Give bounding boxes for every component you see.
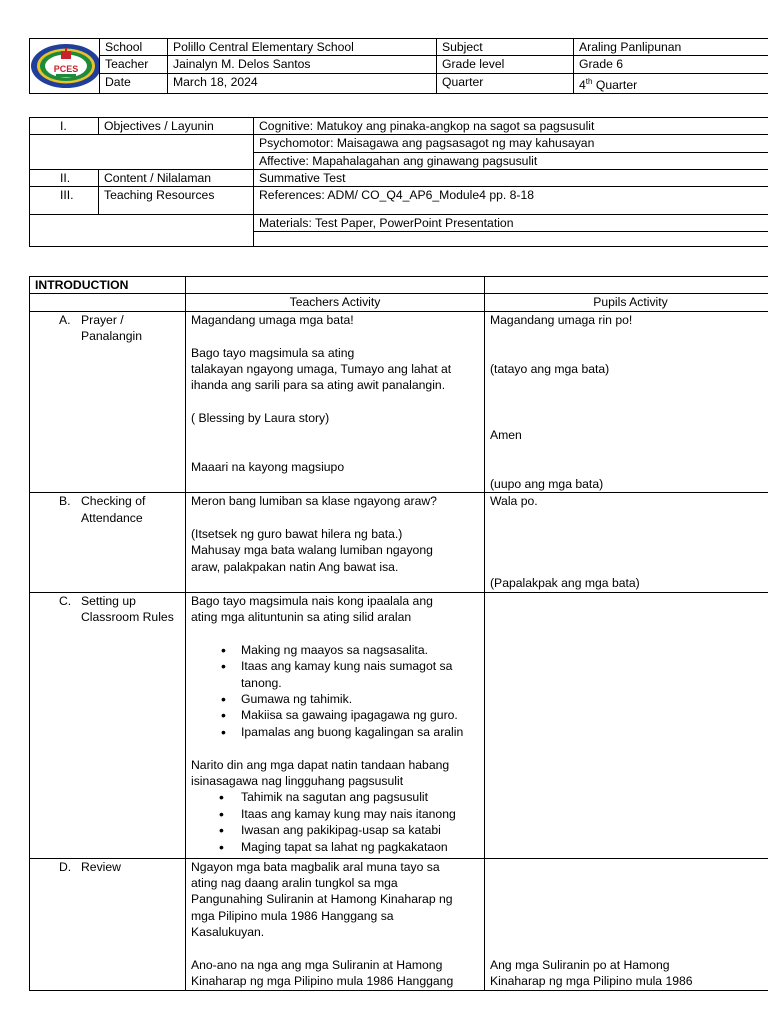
lesson-table <box>29 276 768 991</box>
part-b-teacher <box>186 493 485 592</box>
school-logo <box>30 43 100 89</box>
part-a-label <box>30 311 186 492</box>
references-value: References: ADM/ CO_Q4_AP6_Module4 pp. 8-18 <box>254 187 768 215</box>
pupils-activity-header: Pupils Activity <box>485 294 768 311</box>
part-d-title: Review <box>81 859 121 874</box>
cognitive-objective: Cognitive: Matukoy ang pinaka-angkop na sagot sa pagsusulit <box>254 118 768 135</box>
header-table <box>29 38 768 94</box>
part-c-title: Setting up Classroom Rules <box>81 593 174 624</box>
teacher-value: Jainalyn M. Delos Santos <box>168 56 437 73</box>
psychomotor-objective: Psychomotor: Maisagawa ang pagsasagot ng may kahusayan <box>254 135 768 152</box>
list-item: • Tahimik na sagutan ang pagsusulit <box>191 789 479 805</box>
rules-intro: Bago tayo magsimula nais kong ipaalala ang ating mga alituntunin sa ating silid aralan <box>191 593 433 624</box>
pupils-review-answer: Ang mga Suliranin po at Hamong Kinaharap ng mga Pilipino mula 1986 <box>490 957 693 989</box>
quarter-suffix: th <box>585 76 593 86</box>
pupils-greeting: Magandang umaga rin po! <box>490 312 633 327</box>
part-a-letter: A. <box>59 312 71 327</box>
school-logo-cell <box>30 39 100 94</box>
objectives-number: I. <box>30 118 99 135</box>
part-b-pupils <box>485 493 768 592</box>
objectives-table <box>29 117 768 247</box>
part-b-title: Checking of Attendance <box>81 494 146 525</box>
list-item: • Making ng maayos sa nagsasalita. <box>191 642 479 658</box>
attendance-question: Meron bang lumiban sa klase ngayong araw? <box>191 494 437 509</box>
part-c-teacher <box>186 592 485 858</box>
prayer-greeting: Magandang umaga mga bata! <box>191 312 354 327</box>
part-c-pupils <box>485 592 768 858</box>
objectives-empty-cell <box>30 135 254 170</box>
part-c-letter: C. <box>59 593 72 608</box>
materials-value: Materials: Test Paper, PowerPoint Presentation <box>254 215 768 232</box>
content-label: Content / Nilalaman <box>99 169 254 186</box>
part-b-label <box>30 493 186 592</box>
classroom-rules-list <box>191 642 479 740</box>
list-item: • Itaas ang kamay kung nais sumagot sa tanong. <box>191 658 479 691</box>
prayer-instruction: Bago tayo magsimula sa ating talakayan ngayong umaga, Tumayo ang lahat at ihanda ang sarili para sa ating awit panalangin. <box>191 345 452 393</box>
section-blank-teacher <box>186 277 485 294</box>
list-item: • Iwasan ang pakikipag-usap sa katabi <box>191 822 479 838</box>
part-d-letter: D. <box>59 859 72 874</box>
review-intro: Ngayon mga bata magbalik aral muna tayo sa ating nag daang aralin tungkol sa mga Pangunahing Suliranin at Hamong Kinaharap ng mga Pilipino mula 1986 Hanggang sa Kasalukuyan. <box>191 859 453 940</box>
objectives-label: Objectives / Layunin <box>99 118 254 135</box>
attendance-check: (Itsetsek ng guro bawat hilera ng bata.) Mahusay mga bata walang lumiban ngayong araw, palakpakan natin Ang bawat isa. <box>191 526 433 574</box>
school-value: Polillo Central Elementary School <box>168 39 437 56</box>
quarter-value <box>574 73 768 93</box>
grade-level-value: Grade 6 <box>574 56 768 73</box>
part-d-pupils <box>485 858 768 990</box>
logo-text: PCES <box>53 64 79 75</box>
part-d-teacher <box>186 858 485 990</box>
prayer-song: ( Blessing by Laura story) <box>191 411 330 426</box>
part-d-label <box>30 858 186 990</box>
pupils-none-absent: Wala po. <box>490 494 538 509</box>
section-blank-pupils <box>485 277 768 294</box>
school-label: School <box>100 39 168 56</box>
content-number: II. <box>30 169 99 186</box>
part-a-title: Prayer / Panalangin <box>81 312 142 344</box>
affective-objective: Affective: Mapahalagahan ang ginawang pagsusulit <box>254 152 768 169</box>
pupils-clap: (Papalakpak ang mga bata) <box>490 576 640 591</box>
test-rules-intro: Narito din ang mga dapat natin tandaan habang isinasagawa nag lingguhang pagsusulit <box>191 757 450 788</box>
list-item: • Itaas ang kamay kung may nais itanong <box>191 806 479 822</box>
grade-level-label: Grade level <box>437 56 574 73</box>
pupils-sit: (uupo ang mga bata) <box>490 476 604 491</box>
subject-value: Araling Panlipunan <box>574 39 768 56</box>
section-title: INTRODUCTION <box>30 277 186 294</box>
pupils-amen: Amen <box>490 427 522 442</box>
list-item: • Ipamalas ang buong kagalingan sa aralin <box>191 724 479 740</box>
list-item: • Maging tapat sa lahat ng pagkakataon <box>191 839 479 855</box>
date-value: March 18, 2024 <box>168 73 437 93</box>
teachers-activity-header: Teachers Activity <box>186 294 485 311</box>
part-c-label <box>30 592 186 858</box>
content-value: Summative Test <box>254 169 768 186</box>
column-header-blank <box>30 294 186 311</box>
resources-number: III. <box>30 187 99 215</box>
teacher-label: Teacher <box>100 56 168 73</box>
resources-blank-row <box>254 232 768 247</box>
subject-label: Subject <box>437 39 574 56</box>
prayer-sit-down: Maaari na kayong magsiupo <box>191 460 345 475</box>
quarter-label: Quarter <box>437 73 574 93</box>
resources-label: Teaching Resources <box>99 187 254 215</box>
part-a-teacher <box>186 311 485 492</box>
quarter-word: Quarter <box>592 77 638 92</box>
resources-empty-cell <box>30 215 254 247</box>
list-item: • Gumawa ng tahimik. <box>191 691 479 707</box>
date-label: Date <box>100 73 168 93</box>
test-rules-list <box>191 789 479 855</box>
part-a-pupils <box>485 311 768 492</box>
pupils-stand: (tatayo ang mga bata) <box>490 362 610 376</box>
review-question: Ano-ano na nga ang mga Suliranin at Hamong Kinaharap ng mga Pilipino mula 1986 Hanggang <box>191 957 454 989</box>
quarter-number: 4 <box>579 77 586 92</box>
part-b-letter: B. <box>59 494 71 509</box>
list-item: • Makiisa sa gawaing ipagagawa ng guro. <box>191 707 479 723</box>
